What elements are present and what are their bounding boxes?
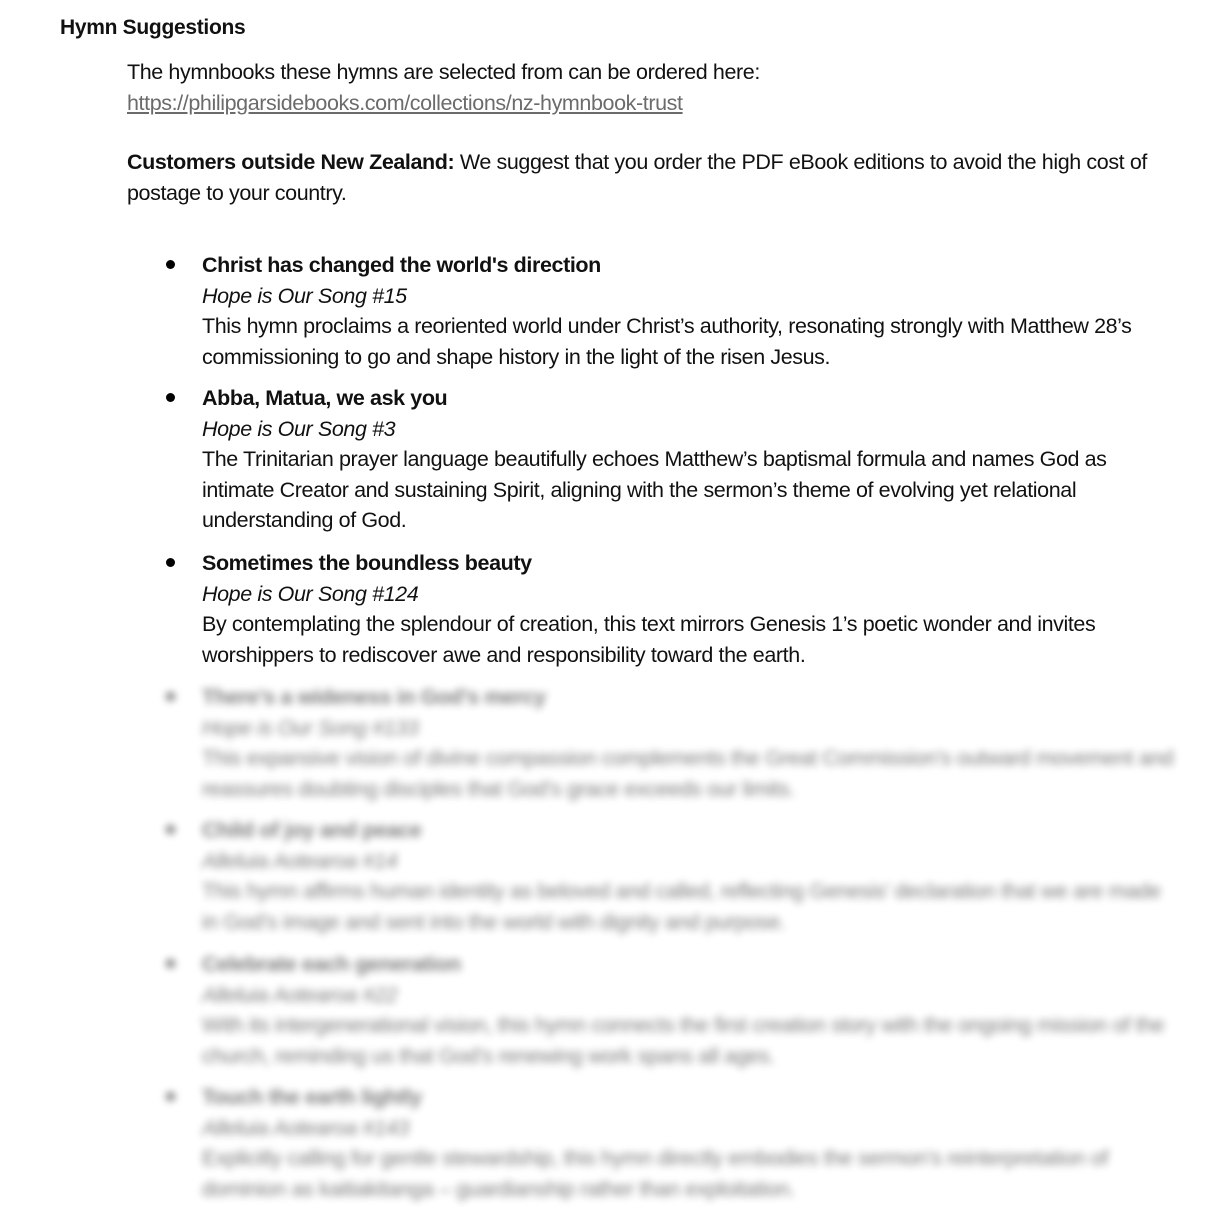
notice-text: We suggest that you order the PDF eBook editions to avoid the high cost of postage to your country.	[127, 150, 1147, 205]
hymn-title: Christ has changed the world's direction	[202, 253, 601, 277]
international-customers-notice	[127, 147, 1177, 208]
hymn-title: Sometimes the boundless beauty	[202, 551, 532, 575]
intro-text: The hymnbooks these hymns are selected from can be ordered here:	[127, 60, 760, 84]
hymnbook-order-link[interactable]: https://philipgarsidebooks.com/collections/nz-hymnbook-trust	[127, 90, 683, 115]
hymn-source: Hope is Our Song #124	[202, 581, 419, 606]
hymn-description: The Trinitarian prayer language beautifully echoes Matthew’s baptismal formula and names God as intimate Creator and sustaining Spirit, aligning with the sermon’s theme of evolving yet relational understanding of God.	[202, 447, 1107, 532]
bullet-icon	[166, 393, 175, 402]
hymn-description: This hymn affirms human identity as beloved and called, reflecting Genesis’ declaration that we are made in God’s image and sent into the world with dignity and purpose.	[202, 879, 1161, 934]
hymn-source: Alleluia Aotearoa #143	[202, 1115, 409, 1140]
hymn-description: Explicitly calling for gentle stewardship, this hymn directly embodies the sermon’s reinterpretation of dominion as kaitiakitanga – guardianship rather than exploitation.	[202, 1146, 1109, 1201]
bullet-icon	[166, 692, 175, 701]
hymn-source: Alleluia Aotearoa #22	[202, 982, 398, 1007]
hymn-description: This expansive vision of divine compassion complements the Great Commission’s outward movement and reassures doubting disciples that God’s grace exceeds our limits.	[202, 746, 1174, 801]
hymn-title: Touch the earth lightly	[202, 1085, 422, 1109]
hymn-description: This hymn proclaims a reoriented world under Christ’s authority, resonating strongly with Matthew 28’s commissioning to go and shape history in the light of the risen Jesus.	[202, 314, 1132, 369]
hymn-source: Hope is Our Song #15	[202, 283, 407, 308]
hymn-title: There’s a wideness in God’s mercy	[202, 685, 546, 709]
hymn-description: By contemplating the splendour of creation, this text mirrors Genesis 1’s poetic wonder and invites worshippers to rediscover awe and responsibility toward the earth.	[202, 612, 1096, 667]
bullet-icon	[166, 1092, 175, 1101]
hymn-source: Alleluia Aotearoa #14	[202, 848, 398, 873]
hymn-title: Abba, Matua, we ask you	[202, 386, 448, 410]
hymn-title: Celebrate each generation	[202, 952, 461, 976]
bullet-icon	[166, 959, 175, 968]
hymn-description: With its intergenerational vision, this hymn connects the first creation story with the ongoing mission of the church, reminding us that God’s renewing work spans all ages.	[202, 1013, 1165, 1068]
notice-label: Customers outside New Zealand:	[127, 150, 455, 174]
bullet-icon	[166, 825, 175, 834]
bullet-icon	[166, 558, 175, 567]
intro-paragraph	[127, 57, 1187, 118]
section-heading: Hymn Suggestions	[60, 16, 246, 39]
hymn-source: Hope is Our Song #3	[202, 416, 396, 441]
hymn-source: Hope is Our Song #133	[202, 715, 419, 740]
hymn-title: Child of joy and peace	[202, 818, 422, 842]
bullet-icon	[166, 260, 175, 269]
